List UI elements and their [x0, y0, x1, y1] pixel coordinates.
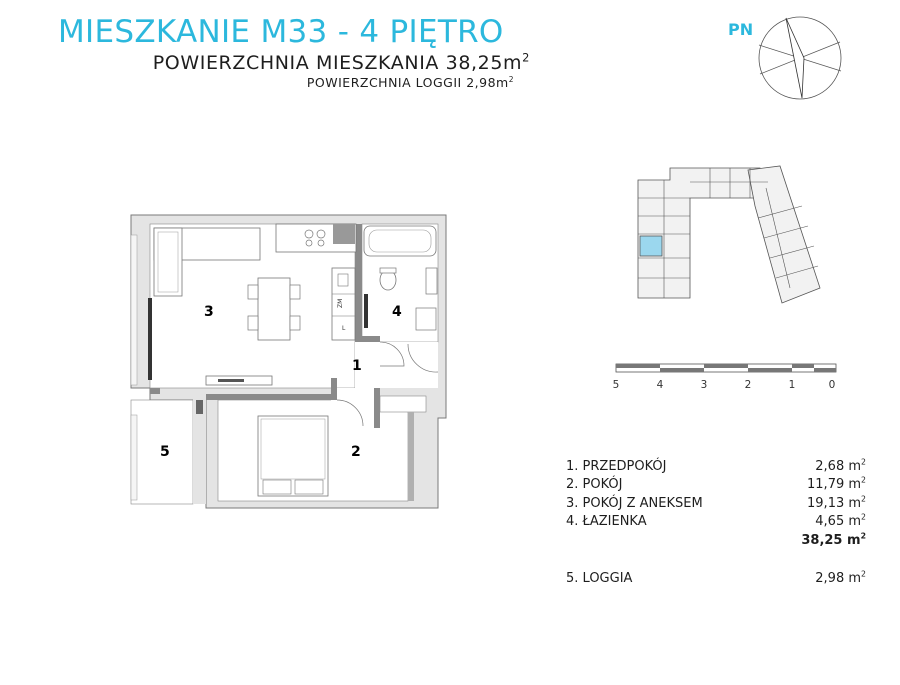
- legend-loggia-sup: 2: [861, 569, 866, 579]
- apartment-area-unit-sup: 2: [522, 50, 530, 65]
- loggia-area-unit-sup: 2: [508, 74, 514, 84]
- apartment-highlight: [640, 236, 662, 256]
- legend-row: [566, 458, 866, 476]
- legend-row: [566, 513, 866, 531]
- legend-value-text: 2,68 m: [815, 459, 862, 474]
- legend-value-sup: 2: [861, 476, 866, 486]
- legend-value-sup: 2: [861, 494, 866, 504]
- room-legend: [566, 458, 866, 588]
- legend-label: 2. POKÓJ: [566, 477, 623, 493]
- legend-value: [815, 458, 866, 476]
- scale-tick-3: 3: [700, 379, 708, 391]
- apartment-area: [153, 52, 530, 74]
- fixture-zm-label: ZM: [337, 298, 344, 308]
- loggia-area-text: POWIERZCHNIA LOGGII 2,98m: [306, 75, 509, 90]
- room-number-5: 5: [160, 444, 170, 460]
- legend-value-sup: 2: [861, 457, 866, 467]
- legend-total-sup: 2: [860, 531, 866, 541]
- apartment-title: MIESZKANIE M33 - 4 PIĘTRO: [58, 14, 504, 50]
- room-number-1: 1: [352, 358, 362, 374]
- legend-row: [566, 495, 866, 513]
- scale-tick-0: 0: [828, 379, 836, 391]
- legend-label: 4. ŁAZIENKA: [566, 514, 647, 530]
- room-number-3: 3: [204, 304, 214, 320]
- legend-value: [807, 495, 866, 513]
- scale-tick-5: 5: [612, 379, 620, 391]
- scale-tick-4: 4: [656, 379, 664, 391]
- legend-total: [801, 532, 866, 550]
- floor-plan: [126, 210, 456, 510]
- scale-tick-1: 1: [788, 379, 796, 391]
- compass-icon: [756, 14, 846, 104]
- scale-bar: [612, 358, 844, 398]
- legend-spacer: [566, 550, 866, 570]
- legend-loggia-row: [566, 570, 866, 588]
- legend-label: 3. POKÓJ Z ANEKSEM: [566, 495, 703, 511]
- legend-loggia-label: 5. LOGGIA: [566, 570, 633, 586]
- legend-total-row: [566, 532, 866, 550]
- loggia-area: [307, 75, 514, 90]
- room-number-4: 4: [392, 304, 402, 320]
- legend-value: [815, 513, 866, 531]
- legend-value: [807, 476, 866, 494]
- fixture-l-label: L: [342, 325, 346, 332]
- room-number-2: 2: [351, 444, 361, 460]
- legend-value-text: 11,79 m: [807, 477, 862, 493]
- building-key-plan: [630, 158, 830, 308]
- legend-value-sup: 2: [861, 512, 866, 522]
- legend-loggia-value: [815, 570, 866, 588]
- legend-value-text: 19,13 m: [807, 495, 862, 511]
- legend-value-text: 4,65 m: [815, 514, 862, 530]
- legend-loggia-value-text: 2,98 m: [815, 570, 862, 586]
- compass-label: PN: [728, 20, 754, 39]
- apartment-area-text: POWIERZCHNIA MIESZKANIA 38,25m: [152, 52, 523, 74]
- hall-lower: [331, 388, 374, 428]
- legend-label: 1. PRZEDPOKÓJ: [566, 459, 667, 474]
- legend-row: [566, 476, 866, 494]
- legend-total-text: 38,25 m: [801, 532, 861, 548]
- scale-tick-2: 2: [744, 379, 752, 391]
